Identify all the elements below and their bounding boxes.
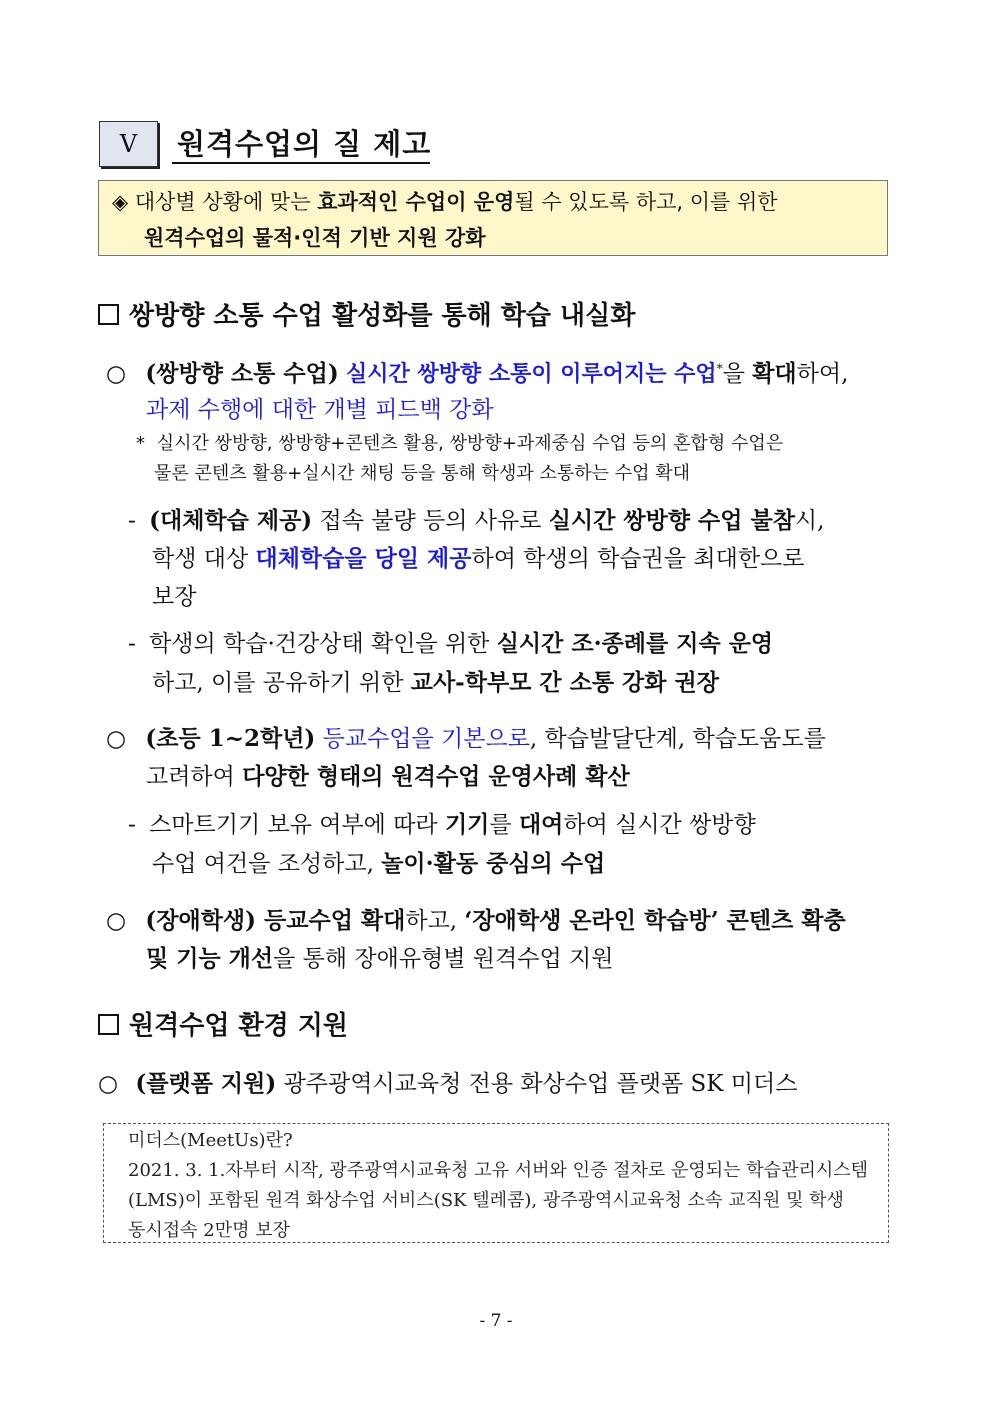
sub-bold: 실시간 조·종례를 지속 운영 bbox=[496, 630, 774, 657]
section-number: V bbox=[119, 130, 138, 158]
sub-blue-text: 대체학습을 당일 제공 bbox=[255, 545, 472, 572]
dash-bullet: - bbox=[128, 812, 136, 838]
sub-assembly-line-1 bbox=[128, 625, 773, 658]
heading-interactive-classes bbox=[98, 295, 635, 332]
item-disabled-students-line-1 bbox=[106, 902, 846, 935]
checkbox-square-icon bbox=[98, 1014, 119, 1035]
sub-bold: 놀이·활동 중심의 수업 bbox=[381, 850, 606, 877]
item-bold: 등교수업 확대 bbox=[256, 907, 406, 934]
item-bold: ‘장애학생 온라인 학습방’ 콘텐츠 확충 bbox=[464, 907, 846, 934]
circle-bullet-icon: ○ bbox=[106, 908, 127, 934]
sub-device-line-1 bbox=[128, 806, 756, 839]
sub-bold: 대여 bbox=[518, 811, 564, 838]
item-disabled-students-line-2 bbox=[146, 940, 613, 973]
item-bold: 및 기능 개선 bbox=[146, 945, 274, 972]
definition-line-2: (LMS)이 포함된 원격 화상수업 서비스(SK 텔레콤), 광주광역시교육청 소속 교직원 및 학생 bbox=[128, 1190, 844, 1211]
item-tag: (쌍방향 소통 수업) bbox=[145, 360, 339, 387]
sub-alternative-learning-line-2 bbox=[152, 540, 804, 573]
footnote-mark: * bbox=[716, 361, 723, 376]
summary-line-2: 원격수업의 물적·인적 기반 지원 강화 bbox=[144, 226, 486, 250]
summary-line-1 bbox=[112, 186, 778, 216]
item-text: 하여, bbox=[796, 361, 849, 387]
item-tag: (플랫폼 지원) bbox=[135, 1070, 277, 1097]
summary-emphasis: 효과적인 수업이 운영 bbox=[317, 190, 515, 214]
sub-text: 하여 학생의 학습권을 최대한으로 bbox=[471, 546, 805, 572]
sub-text: 스마트기기 보유 여부에 따라 bbox=[149, 812, 445, 838]
item-blue-text: 등교수업을 기본으로 bbox=[322, 726, 530, 752]
summary-text: 될 수 있도록 하고, 이를 위한 bbox=[514, 190, 778, 214]
footnote-mark: * bbox=[136, 433, 145, 454]
sub-alternative-learning-line-1 bbox=[128, 502, 824, 535]
summary-text: 대상별 상황에 맞는 bbox=[134, 190, 318, 214]
section-title-underline bbox=[172, 162, 430, 164]
diamond-bullet-icon: ◈ bbox=[112, 190, 129, 214]
footnote-text: 실시간 쌍방향, 쌍방향+콘텐츠 활용, 쌍방향+과제중심 수업 등의 혼합형 수업은 bbox=[156, 433, 784, 454]
definition-title: 미더스(MeetUs)란? bbox=[128, 1130, 293, 1151]
dash-bullet: - bbox=[128, 631, 136, 657]
heading-text: 쌍방향 소통 수업 활성화를 통해 학습 내실화 bbox=[129, 301, 636, 331]
sub-assembly-line-2 bbox=[152, 664, 719, 697]
sub-text: 하여 실시간 쌍방향 bbox=[563, 812, 756, 838]
item-text: 하고, bbox=[405, 908, 465, 934]
item-tag: (초등 1~2학년) bbox=[145, 725, 316, 752]
sub-tag: (대체학습 제공) bbox=[149, 507, 313, 534]
footnote-line-1 bbox=[136, 429, 783, 455]
sub-bold: 실시간 쌍방향 수업 불참 bbox=[548, 507, 795, 534]
item-bold: 확대 bbox=[752, 360, 797, 387]
sub-text: 접속 불량 등의 사유로 bbox=[312, 508, 549, 534]
sub-device-line-2 bbox=[152, 845, 605, 878]
item-text: 광주광역시교육청 전용 화상수업 플랫폼 SK 미더스 bbox=[276, 1071, 798, 1097]
sub-text: 를 bbox=[489, 812, 519, 838]
item-interactive-line-2: 과제 수행에 대한 개별 피드백 강화 bbox=[146, 397, 494, 423]
sub-alternative-learning-line-3: 보장 bbox=[152, 584, 197, 610]
page-number: - 7 - bbox=[479, 1311, 513, 1331]
item-interactive-line-1 bbox=[106, 355, 848, 388]
heading-text: 원격수업 환경 지원 bbox=[129, 1011, 349, 1041]
section-number-box bbox=[99, 121, 158, 167]
sub-text: 학생의 학습·건강상태 확인을 위한 bbox=[149, 631, 497, 657]
item-elementary-line-2 bbox=[146, 758, 630, 791]
section-title: 원격수업의 질 제고 bbox=[177, 127, 432, 161]
circle-bullet-icon: ○ bbox=[106, 361, 127, 387]
definition-line-3: 동시접속 2만명 보장 bbox=[128, 1220, 290, 1241]
item-blue-text: 실시간 쌍방향 소통이 이루어지는 수업 bbox=[346, 362, 717, 387]
item-elementary-line-1 bbox=[106, 720, 826, 753]
heading-remote-environment bbox=[98, 1005, 348, 1042]
sub-bold: 기기 bbox=[444, 811, 490, 838]
circle-bullet-icon: ○ bbox=[106, 726, 127, 752]
item-bold: 다양한 형태의 원격수업 운영사례 확산 bbox=[242, 763, 630, 790]
circle-bullet-icon: ○ bbox=[98, 1071, 119, 1097]
item-tag: (장애학생) bbox=[145, 907, 257, 934]
item-text: 을 bbox=[722, 361, 753, 387]
sub-text: 학생 대상 bbox=[152, 546, 256, 572]
item-text: , 학습발달단계, 학습도움도를 bbox=[529, 726, 826, 752]
sub-text: 수업 여건을 조성하고, bbox=[152, 851, 382, 877]
sub-bold: 교사-학부모 간 소통 강화 권장 bbox=[410, 669, 719, 696]
checkbox-square-icon bbox=[98, 304, 119, 325]
item-platform bbox=[98, 1065, 797, 1098]
definition-line-1: 2021. 3. 1.자부터 시작, 광주광역시교육청 고유 서버와 인증 절차로 운영되는 학습관리시스템 bbox=[128, 1160, 869, 1181]
dash-bullet: - bbox=[128, 508, 136, 534]
item-text: 을 통해 장애유형별 원격수업 지원 bbox=[273, 946, 614, 972]
footnote-line-2: 물론 콘텐츠 활용+실시간 채팅 등을 통해 학생과 소통하는 수업 확대 bbox=[154, 463, 691, 484]
sub-text: 시, bbox=[794, 508, 825, 534]
sub-text: 하고, 이를 공유하기 위한 bbox=[152, 670, 411, 696]
item-text: 고려하여 bbox=[146, 764, 243, 790]
